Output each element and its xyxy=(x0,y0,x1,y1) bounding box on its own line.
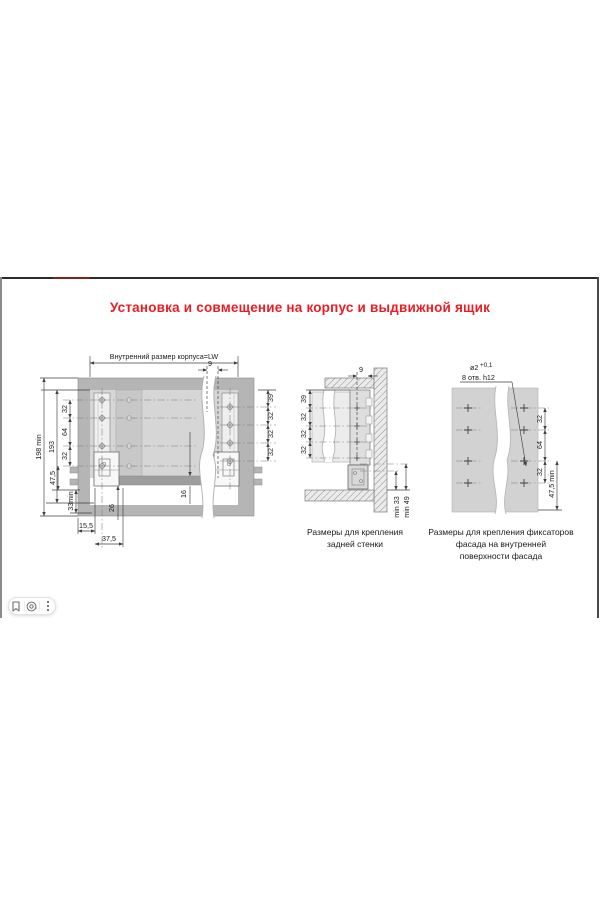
main-dim-33min: 33min xyxy=(66,491,75,511)
bookmark-button[interactable] xyxy=(9,599,23,613)
facade-hole-tolerance: +0,1 xyxy=(480,362,493,369)
main-dim-r32c: 32 xyxy=(266,448,275,456)
left-nub-upper xyxy=(70,467,78,473)
facade-caption-line3: поверхности фасада xyxy=(459,551,543,561)
facade-dim-64: 64 xyxy=(535,441,544,449)
rear-dim-32a: 32 xyxy=(299,413,308,421)
floating-toolbar xyxy=(8,597,56,615)
main-dim-375: 37,5 xyxy=(102,534,116,543)
main-dim-193: 193 xyxy=(47,441,56,453)
left-slide-bracket xyxy=(94,452,119,486)
rear-dim-9: 9 xyxy=(359,365,363,374)
main-dim-32b: 32 xyxy=(60,452,69,460)
right-nub-lower xyxy=(254,479,262,485)
rear-dim-min49: min 49 xyxy=(402,496,411,518)
bookmark-icon xyxy=(11,601,21,612)
screenshot-icon xyxy=(26,601,37,612)
right-nub-upper xyxy=(254,467,262,473)
main-dim-26: 26 xyxy=(107,504,116,512)
rear-caption xyxy=(288,526,422,550)
facade-dim-32b: 32 xyxy=(535,468,544,476)
screenshot-button[interactable] xyxy=(25,599,39,613)
rear-dim-min33: min 33 xyxy=(392,496,401,518)
figure-rear xyxy=(299,365,411,518)
rear-caption-line2: задней стенки xyxy=(326,539,384,549)
facade-caption xyxy=(428,526,574,562)
figure-main xyxy=(34,352,276,548)
main-dim-32a: 32 xyxy=(60,405,69,413)
main-inner-width-label: Внутренний размер корпуса=LW xyxy=(109,352,219,361)
main-dim-475: 47,5 xyxy=(48,471,57,485)
more-menu-button[interactable] xyxy=(41,599,55,613)
facade-dim-32a: 32 xyxy=(535,415,544,423)
rear-drawer xyxy=(312,390,372,489)
rear-caption-line1: Размеры для крепления xyxy=(306,527,404,537)
main-dim-r32a: 32 xyxy=(266,412,275,420)
main-dim-198min: 198 min xyxy=(34,434,43,460)
figure-facade xyxy=(452,362,562,514)
main-cabinet-body xyxy=(70,376,262,518)
facade-dim-475min: 47,5 min xyxy=(547,470,556,498)
facade-caption-line1: Размеры для крепления фиксаторов xyxy=(428,527,574,537)
more-menu-icon xyxy=(46,600,50,612)
main-dim-r39: 39 xyxy=(266,394,275,402)
main-dim-64: 64 xyxy=(60,428,69,436)
main-dim-16: 16 xyxy=(179,490,188,498)
main-dim-9: 9 xyxy=(208,359,212,368)
facade-hole-diameter: ø2 xyxy=(470,363,479,372)
rear-bracket xyxy=(348,465,368,489)
left-nub-lower xyxy=(70,479,78,485)
rear-dim-32c: 32 xyxy=(299,446,308,454)
rear-dim-32b: 32 xyxy=(299,430,308,438)
main-dim-155: 15,5 xyxy=(79,521,93,530)
facade-caption-line2: фасада на внутренней xyxy=(455,539,547,549)
page-title: Установка и совмещение на корпус и выдвижной ящик xyxy=(109,300,491,315)
rear-dim-39: 39 xyxy=(299,395,308,403)
facade-hole-count: 8 отв. h12 xyxy=(462,373,495,382)
main-dim-r32b: 32 xyxy=(266,430,275,438)
